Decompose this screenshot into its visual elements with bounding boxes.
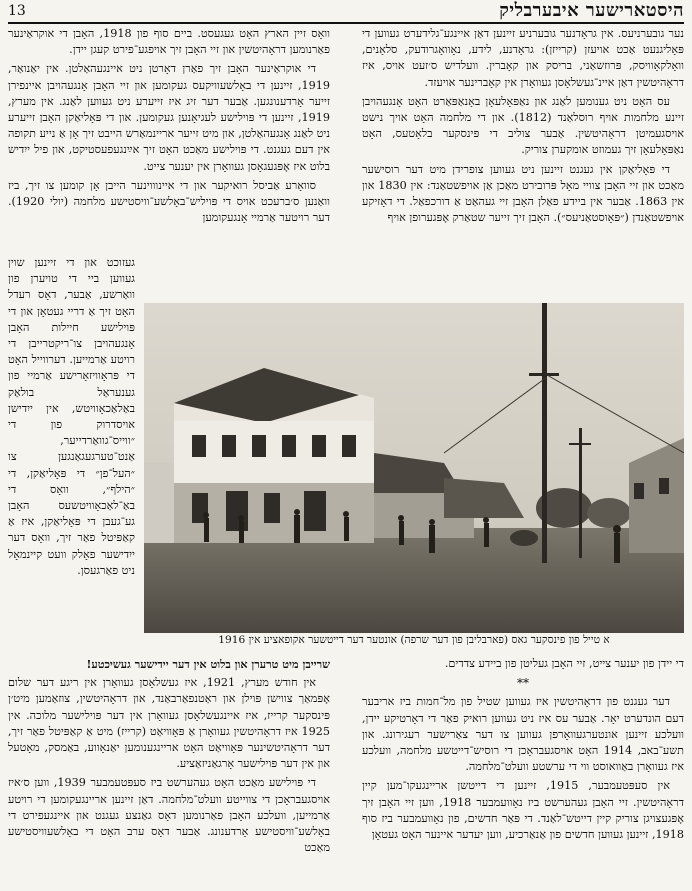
text-column-left-bottom: [8, 656, 330, 888]
paragraph: אין סעפּטעמבער, 1915, זיינען די דייטשן אריינגעקו־מען קיין דראָהיטשין. זיי האָבן געהערשט ביז נאָוועמבער 1918, ווען זיי האָבן זיך אָפּגעצויגן צוריק קיין דייטש־לאַנד. די פּאַר חדשים, פון נאָוועמבער ביז סוף 1918, זיינען געווען חדשים פון אַנאַרכיע, ווען יעדער איינער האָט געטאָן: [362, 779, 684, 842]
paragraph: דער געגנט פון דראָהיטשין איז געווען שטיל פון מל־חמות ביז אריבער דעם הונדערט יאָר. אַבער עס איז ניט געווען רואיק פאַר די דאָרטיקע יידן, וועלכע זיינען אונטערגעוואָרפן געווען צו דער צאַרישער רעגירונג. און תשע־באב, 1914 האָט אויסגעבראָכן די רוסיש־דייטשע מלחמה, וועלכע איז געוואָרן באַוואוסט ווי די ערשטע וועלט־מלחמה.: [362, 695, 684, 774]
street-scene-image: [144, 303, 684, 633]
paragraph: סוואָרע אַביסל רואיקער און די איינוווינער הייבן אָן קומען צו זיך, ביז וואַנען ס׳ברעכט אויס די פּויליש־באָלשע־וויסטישע מלחמה (יולי 1920). דער רויטער אַרמיי אָנגעקומען: [8, 178, 330, 225]
text-column-wrap-narrow: [8, 255, 135, 653]
section-break: **: [517, 676, 529, 691]
text-column-left-top: [8, 26, 330, 252]
paragraph: אין חודש מערץ, 1921, איז געשלאָסן געוואָרן אין ריגע דער שלום אָפּמאַך צווישן פּוילן און ראַטנפאַרבאַנד, און דראָהיטשין, צוזאַמען מיט׳ן פּינסקער קרייז, איז איינגעשלאָסן געוואָרן אין דער פּוילישער מלוכה. אין 1925 איז דראָהיטשין געוואָרן אַ פּאָוויאַט (קרייז) מיט אַ קאַפּיטל פאַר זיך, דער דראָהיטשינער פּאָוויאַט האָט אריינגענומען יאַנאָווע, באַמסק, מאָטעל און אין דער פּוילישער אָרגאַניזאַציע.: [8, 676, 330, 771]
page-header: [8, 0, 684, 24]
paragraph: די פּאָליאַקן אין געגנט זיינען ניט געווען צופרידן מיט דער רוסישער מאַכט און זיי האָבן צוויי מאָל פּרובירט מאַכן אַן אויפשטאַנד: אין 1830 און אין 1863. אַבער אין ביידע פאַלן האָבן זיי געהאַט אַ דורכפאַל. די דאָזיקע אויפשטאַנדן (״פּאָוסטאַניעס״). האָבן זיך זייער שטאַרק אָפּגערופן אויף: [362, 162, 684, 225]
paragraph: די יידן פון יענער צייט, זיי האָבן געליטן פון ביידע צדדים.: [444, 657, 684, 670]
running-title: היסטארישער איבערבליק: [499, 0, 684, 21]
photo-caption: א טייל פון פינסקער גאס (פארבליבן פון דער שרפה) אונטער דער דייטשער אקופאציע אין 1916: [218, 634, 610, 646]
paragraph: וואָס זיין הארץ האָט געגעסט. ביים סוף פון 1918, האָבן די אוקראַינער פאַרנומען דראָהיטשין און זיי האָבן זיך אויפגע־פירט קעגן יידן.: [8, 27, 330, 57]
historic-street-photo: [144, 303, 684, 633]
paragraph: די פּוילישע מאַכט האָט געהערשט ביז סעפּטעמבער 1939, ווען ס׳איז אויסגעבראָכן די צווייטע וועלט־מלחמה. דאַן זיינען אריינגעקומען די רויטע אַרמייען, וועלכע האָבן פאַרנומען דאָס גאַנצע געגנט און איינגעפירט די באָלשע־וויסטישע אָרדענונג. אַבער דאָס ערב האָט די באָלשעוויסטישע מאַכט: [8, 776, 330, 855]
paragraph: שרייבן מיט טרערן און בלוט אין דער יידישער געשיכטע!: [86, 657, 330, 671]
page-number: 13: [8, 3, 26, 19]
paragraph: עס האָט ניט גענומען לאַנג און נאַפּאָלעאָן באָנאַפּאַרט האָט אָנגעהויבן זיינע מלחמות אויף רוסלאַנד (1812). און די מלחמה האָט אויך נישט אויסגעמיטן דראָהיטשין. אַבער צוליב די פּינסקער בלאָטעס, האָט נאַפּאָלעאָן זיך געמוזט אומקערן צוריק.: [362, 94, 684, 157]
text-column-right-bottom: [362, 656, 684, 888]
paragraph: נער גובערניעס. אין גראָדנער גובערניע זיינען דאַן איינגע־גלידערט געווען די פּאָליגנעט אַכט אויעזן (קרייזן): גראָדנע, לידע, נאָוואָגרודעק, סלאָנים, וואָלקאָוויסק, פּרוזשאַני, בריסק און קאָברין. וועלדיש ס׳זעט אויס, איז דראָהיטשין דאַן איינ־געשלאָסן געוואָרן אין קאָברינער אויעזד.: [362, 27, 684, 89]
text-column-right-top: [362, 26, 684, 303]
paragraph: געזוכט און די זיינען שוין געווען ביי די טויערן פון וואַרשע, אַבער, דאָס רעדל האָט זיך אַ דריי געטאָן און די פּוילישע חיילות האָבן אָנגעהויבן צו־ריקטרייבן די רויטע אַרמייען. דערווייל האָט די פּראָוויזאָרישע אַרמיי פון גענעראַל בולאַק באַלאַכאָוויטש, אין ייִדישן אויסדרוק פון די ״ווייס־גוואַרדייער, אַנט־טערגעגאַנגען צו ״העל־פן״ די פּאָליאַקן, די ״הילף״, וואָס די באַ־לאַכאָוויטשעס האָבן גע־געבן די פּאָליאַקן, איז אַ קאַפּיטל פאַר זיך, וואָס דער ייִדישער פאָלק וועט קיינמאָל ניט פאַרגעסן.: [8, 256, 135, 577]
paragraph: די אוקראַינער האָבן זיך פאַרן דאָרטן ניט איינגעהאַלטן. אין יאַנואַר, 1919, זיינען די באָלשעוויקעס געקומען און זיי האָבן אָנגעהויבן איינפירן זייער אָרדענונגען. אַבער דער זיג איז זייערע ניט געווען לאַנג. אין מערץ, 1919, זיינען די פּוילישע לעגיאָנען געקומען. און די פּאָליאַקן האָבן זייערע ניט לאַנג אָנגעהאַלטן, און מיט זייער אריינמאַרש הייבט זיך אָן אַ נייע תקופה אין דעם געגנט. די פּוילישע מאַכט האָט זיך אײַנגעפעסטיקט, און פיל ייִדיש בלוט איז אָפּגעגאָסן געוואָרן אין יענער צייט.: [8, 62, 330, 173]
